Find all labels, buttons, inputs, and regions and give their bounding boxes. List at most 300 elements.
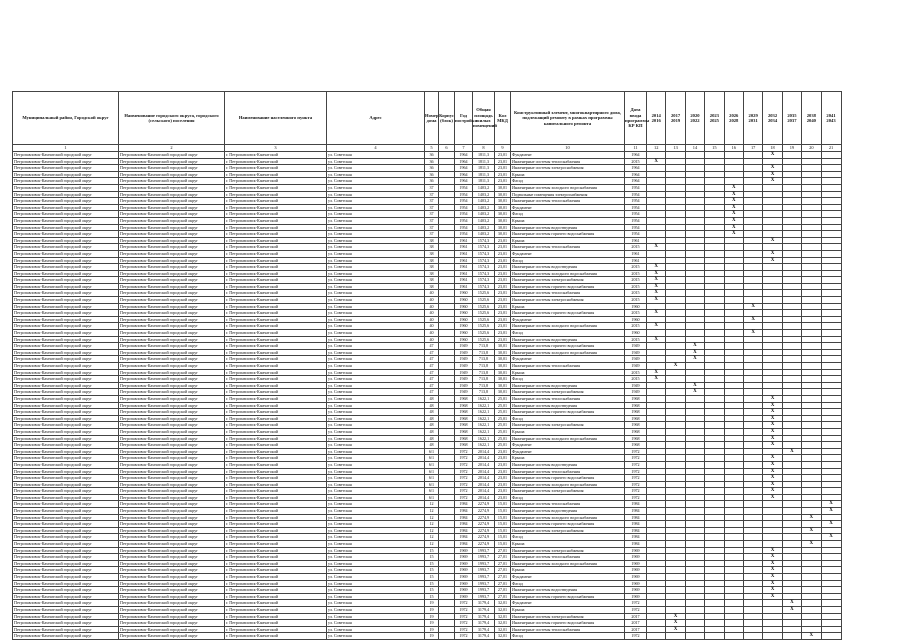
table-cell: 1993,7 xyxy=(473,587,495,594)
table-cell: г. Петропавловск-Камчатский xyxy=(225,198,327,205)
table-cell: г. Петропавловск-Камчатский xyxy=(225,356,327,363)
period-mark-cell xyxy=(705,330,724,337)
table-cell: 1969 xyxy=(625,567,647,574)
table-cell: 19 xyxy=(425,626,439,633)
period-mark-cell xyxy=(705,620,724,627)
period-mark-cell xyxy=(666,461,685,468)
period-mark-cell xyxy=(782,244,801,251)
period-mark-cell xyxy=(705,376,724,383)
period-mark-cell xyxy=(763,363,782,370)
period-mark-cell xyxy=(647,237,666,244)
period-mark-cell xyxy=(782,250,801,257)
period-mark-cell xyxy=(685,237,704,244)
table-row xyxy=(13,165,842,172)
table-cell: 1964 xyxy=(455,165,473,172)
period-mark-cell xyxy=(724,475,743,482)
table-cell: 1968 xyxy=(455,402,473,409)
table-cell: ул. Советская xyxy=(327,534,425,541)
table-cell xyxy=(439,448,455,455)
table-cell: 30,01 xyxy=(495,343,511,350)
table-cell: 27,01 xyxy=(495,547,511,554)
period-mark-cell: X xyxy=(763,409,782,416)
table-cell: 2274,9 xyxy=(473,541,495,548)
table-cell: 23,01 xyxy=(495,290,511,297)
table-cell: Фундамент xyxy=(511,448,625,455)
period-mark-cell xyxy=(705,606,724,613)
table-cell: 1525,6 xyxy=(473,310,495,317)
period-mark-cell xyxy=(743,435,762,442)
period-mark-cell xyxy=(724,264,743,271)
period-mark-cell xyxy=(763,626,782,633)
table-cell: 1972 xyxy=(625,606,647,613)
table-cell: 1525,6 xyxy=(473,336,495,343)
table-cell: Петропавловск-Камчатский городской округ xyxy=(13,336,119,343)
period-mark-cell xyxy=(802,600,821,607)
period-mark-cell xyxy=(685,501,704,508)
table-cell: Петропавловск-Камчатский городской округ xyxy=(119,600,225,607)
period-mark-cell xyxy=(743,264,762,271)
period-mark-cell xyxy=(802,191,821,198)
table-cell: г. Петропавловск-Камчатский xyxy=(225,422,327,429)
period-mark-cell xyxy=(724,356,743,363)
table-cell: 1403,2 xyxy=(473,198,495,205)
table-cell xyxy=(439,593,455,600)
table-cell: г. Петропавловск-Камчатский xyxy=(225,455,327,462)
table-cell: 1960 xyxy=(625,303,647,310)
table-cell: ул. Советская xyxy=(327,409,425,416)
table-cell: 47 xyxy=(425,356,439,363)
table-cell: ул. Советская xyxy=(327,422,425,429)
table-cell: Петропавловск-Камчатский городской округ xyxy=(13,231,119,238)
table-cell: г. Петропавловск-Камчатский xyxy=(225,244,327,251)
table-cell xyxy=(439,264,455,271)
period-mark-cell: X xyxy=(821,508,841,515)
table-cell xyxy=(439,257,455,264)
period-mark-cell xyxy=(821,376,841,383)
period-mark-cell xyxy=(724,560,743,567)
table-cell: 713,8 xyxy=(473,382,495,389)
period-mark-cell xyxy=(705,303,724,310)
table-cell xyxy=(439,428,455,435)
table-cell: Петропавловск-Камчатский городской округ xyxy=(119,310,225,317)
period-mark-cell xyxy=(802,171,821,178)
period-mark-cell xyxy=(743,191,762,198)
period-mark-cell xyxy=(782,310,801,317)
table-cell: 25,01 xyxy=(495,442,511,449)
table-cell: Петропавловск-Камчатский городской округ xyxy=(119,270,225,277)
table-cell: 1960 xyxy=(455,330,473,337)
table-cell: Петропавловск-Камчатский городской округ xyxy=(13,323,119,330)
table-cell: Инженерные системы теплоснабжения xyxy=(511,244,625,251)
table-cell xyxy=(439,395,455,402)
period-mark-cell xyxy=(724,250,743,257)
period-mark-cell xyxy=(821,560,841,567)
period-mark-cell xyxy=(743,415,762,422)
table-cell: 1961 xyxy=(455,270,473,277)
table-cell: 23,01 xyxy=(495,270,511,277)
period-mark-cell xyxy=(666,270,685,277)
table-row xyxy=(13,363,842,370)
table-cell: 12 xyxy=(425,514,439,521)
table-cell: Фасад xyxy=(511,415,625,422)
table-cell: 40 xyxy=(425,310,439,317)
table-cell: 2014,4 xyxy=(473,461,495,468)
period-mark-cell xyxy=(802,481,821,488)
table-cell: ул. Советская xyxy=(327,567,425,574)
table-cell: Петропавловск-Камчатский городской округ xyxy=(13,237,119,244)
period-mark-cell xyxy=(647,428,666,435)
period-mark-cell xyxy=(647,217,666,224)
column-header-19: 2035 2037 xyxy=(782,92,801,145)
period-mark-cell xyxy=(821,475,841,482)
period-mark-cell xyxy=(821,356,841,363)
period-mark-cell xyxy=(802,580,821,587)
table-cell: Петропавловск-Камчатский городской округ xyxy=(13,475,119,482)
table-cell: Петропавловск-Камчатский городской округ xyxy=(13,191,119,198)
table-cell: 38 xyxy=(425,244,439,251)
capital-repair-table xyxy=(12,91,842,640)
table-row xyxy=(13,389,842,396)
period-mark-cell xyxy=(666,442,685,449)
table-cell: Петропавловск-Камчатский городской округ xyxy=(13,567,119,574)
table-cell: 38 xyxy=(425,277,439,284)
table-cell xyxy=(439,277,455,284)
table-cell: 1954 xyxy=(625,198,647,205)
period-mark-cell xyxy=(821,152,841,159)
table-cell: ул. Советская xyxy=(327,547,425,554)
period-mark-cell xyxy=(782,297,801,304)
table-cell: 15 xyxy=(425,574,439,581)
period-mark-cell: X xyxy=(763,560,782,567)
period-mark-cell xyxy=(782,620,801,627)
period-mark-cell xyxy=(743,567,762,574)
table-cell: 1574,3 xyxy=(473,283,495,290)
period-mark-cell xyxy=(821,237,841,244)
table-cell: ул. Советская xyxy=(327,250,425,257)
table-cell: г. Петропавловск-Камчатский xyxy=(225,303,327,310)
table-cell: ул. Советская xyxy=(327,514,425,521)
table-cell: Петропавловск-Камчатский городской округ xyxy=(13,633,119,640)
table-cell: 713,8 xyxy=(473,389,495,396)
period-mark-cell: X xyxy=(647,336,666,343)
period-mark-cell: X xyxy=(763,580,782,587)
period-mark-cell xyxy=(666,198,685,205)
table-cell: 6/1 xyxy=(425,481,439,488)
period-mark-cell xyxy=(685,580,704,587)
table-row xyxy=(13,290,842,297)
table-cell: 12 xyxy=(425,521,439,528)
period-mark-cell xyxy=(705,356,724,363)
table-cell: 38 xyxy=(425,270,439,277)
period-mark-cell xyxy=(802,409,821,416)
period-mark-cell xyxy=(666,343,685,350)
period-mark-cell xyxy=(705,600,724,607)
table-cell xyxy=(439,633,455,640)
period-mark-cell xyxy=(743,237,762,244)
table-cell: Фасад xyxy=(511,534,625,541)
period-mark-cell xyxy=(802,336,821,343)
table-cell: 1961 xyxy=(625,257,647,264)
period-mark-cell xyxy=(705,343,724,350)
period-mark-cell xyxy=(647,349,666,356)
table-cell: 1574,3 xyxy=(473,277,495,284)
period-mark-cell xyxy=(685,224,704,231)
table-cell: ул. Советская xyxy=(327,554,425,561)
period-mark-cell xyxy=(685,303,704,310)
table-cell: Инженерные системы теплоснабжения xyxy=(511,468,625,475)
period-mark-cell xyxy=(685,527,704,534)
table-cell: 2274,9 xyxy=(473,527,495,534)
table-cell: 1960 xyxy=(625,316,647,323)
table-cell: Петропавловск-Камчатский городской округ xyxy=(119,402,225,409)
table-row xyxy=(13,560,842,567)
period-mark-cell xyxy=(666,574,685,581)
table-cell: 30,01 xyxy=(495,356,511,363)
period-mark-cell xyxy=(821,554,841,561)
table-cell: г. Петропавловск-Камчатский xyxy=(225,165,327,172)
table-cell: ул. Советская xyxy=(327,488,425,495)
table-cell: 2014,4 xyxy=(473,488,495,495)
table-cell xyxy=(439,237,455,244)
table-cell xyxy=(439,481,455,488)
table-cell: Петропавловск-Камчатский городской округ xyxy=(119,567,225,574)
period-mark-cell: X xyxy=(724,224,743,231)
table-cell: г. Петропавловск-Камчатский xyxy=(225,514,327,521)
table-cell: 3179,4 xyxy=(473,626,495,633)
period-mark-cell xyxy=(763,290,782,297)
table-cell: 1968 xyxy=(625,395,647,402)
period-mark-cell xyxy=(743,310,762,317)
table-cell: г. Петропавловск-Камчатский xyxy=(225,178,327,185)
table-cell: 23,01 xyxy=(495,330,511,337)
column-number-6: 6 xyxy=(439,145,455,152)
table-cell xyxy=(439,402,455,409)
table-cell: 6/1 xyxy=(425,494,439,501)
period-mark-cell xyxy=(647,541,666,548)
period-mark-cell: X xyxy=(647,158,666,165)
period-mark-cell xyxy=(705,290,724,297)
period-mark-cell xyxy=(802,165,821,172)
table-cell: 1969 xyxy=(455,580,473,587)
column-number-19: 19 xyxy=(782,145,801,152)
table-cell: Петропавловск-Камчатский городской округ xyxy=(119,455,225,462)
table-cell: ул. Советская xyxy=(327,395,425,402)
period-mark-cell xyxy=(802,250,821,257)
period-mark-cell xyxy=(802,389,821,396)
period-mark-cell xyxy=(705,231,724,238)
table-cell: ул. Советская xyxy=(327,415,425,422)
period-mark-cell xyxy=(802,349,821,356)
table-cell: ул. Советская xyxy=(327,310,425,317)
column-number-12: 12 xyxy=(647,145,666,152)
period-mark-cell xyxy=(705,527,724,534)
period-mark-cell xyxy=(666,633,685,640)
table-cell xyxy=(439,613,455,620)
table-cell: Петропавловск-Камчатский городской округ xyxy=(119,409,225,416)
table-cell xyxy=(439,343,455,350)
period-mark-cell xyxy=(743,244,762,251)
table-cell: 1622,1 xyxy=(473,415,495,422)
table-cell: Крыша xyxy=(511,567,625,574)
table-cell: Петропавловск-Камчатский городской округ xyxy=(13,376,119,383)
period-mark-cell xyxy=(821,349,841,356)
period-mark-cell xyxy=(821,587,841,594)
period-mark-cell xyxy=(724,448,743,455)
table-cell: 1968 xyxy=(455,395,473,402)
column-number-18: 18 xyxy=(763,145,782,152)
period-mark-cell xyxy=(666,204,685,211)
table-row xyxy=(13,303,842,310)
column-header-7: Год постройки xyxy=(455,92,473,145)
table-cell: Петропавловск-Камчатский городской округ xyxy=(119,297,225,304)
table-cell xyxy=(439,501,455,508)
table-cell: ул. Советская xyxy=(327,376,425,383)
table-cell: 47 xyxy=(425,363,439,370)
period-mark-cell xyxy=(763,343,782,350)
table-cell: Петропавловск-Камчатский городской округ xyxy=(13,152,119,159)
table-cell: 27,01 xyxy=(495,567,511,574)
table-row xyxy=(13,534,842,541)
period-mark-cell xyxy=(724,587,743,594)
table-cell: г. Петропавловск-Камчатский xyxy=(225,330,327,337)
table-cell: Фасад xyxy=(511,330,625,337)
table-cell: Инженерные системы холодного водоснабжения xyxy=(511,184,625,191)
table-cell xyxy=(439,468,455,475)
table-cell: г. Петропавловск-Камчатский xyxy=(225,554,327,561)
period-mark-cell xyxy=(647,442,666,449)
period-mark-cell: X xyxy=(647,264,666,271)
period-mark-cell xyxy=(782,409,801,416)
table-cell: 6/1 xyxy=(425,475,439,482)
table-cell: 23,01 xyxy=(495,468,511,475)
period-mark-cell xyxy=(647,402,666,409)
period-mark-cell xyxy=(647,587,666,594)
table-cell: ул. Советская xyxy=(327,184,425,191)
table-cell: 1968 xyxy=(455,435,473,442)
table-cell: 40 xyxy=(425,336,439,343)
period-mark-cell: X xyxy=(763,494,782,501)
table-cell xyxy=(439,297,455,304)
period-mark-cell xyxy=(724,323,743,330)
period-mark-cell xyxy=(685,290,704,297)
table-cell: Петропавловск-Камчатский городской округ xyxy=(13,448,119,455)
period-mark-cell xyxy=(763,316,782,323)
period-mark-cell xyxy=(782,455,801,462)
table-row xyxy=(13,356,842,363)
table-cell: Петропавловск-Камчатский городской округ xyxy=(13,600,119,607)
period-mark-cell xyxy=(821,633,841,640)
period-mark-cell xyxy=(724,574,743,581)
period-mark-cell: X xyxy=(647,277,666,284)
table-cell: Фундамент xyxy=(511,250,625,257)
period-mark-cell xyxy=(821,171,841,178)
period-mark-cell xyxy=(802,574,821,581)
table-cell: Петропавловск-Камчатский городской округ xyxy=(119,158,225,165)
period-mark-cell xyxy=(821,165,841,172)
table-cell: 30,01 xyxy=(495,217,511,224)
period-mark-cell xyxy=(647,316,666,323)
table-cell: ул. Советская xyxy=(327,580,425,587)
table-cell: ул. Советская xyxy=(327,455,425,462)
period-mark-cell xyxy=(724,501,743,508)
table-cell: 1984 xyxy=(625,508,647,515)
table-cell: 19 xyxy=(425,600,439,607)
period-mark-cell xyxy=(802,560,821,567)
table-cell: 40 xyxy=(425,330,439,337)
table-cell: 1961 xyxy=(455,257,473,264)
table-cell: ул. Советская xyxy=(327,224,425,231)
table-row xyxy=(13,567,842,574)
period-mark-cell xyxy=(802,554,821,561)
period-mark-cell xyxy=(782,494,801,501)
table-cell: ул. Советская xyxy=(327,270,425,277)
table-row xyxy=(13,297,842,304)
period-mark-cell xyxy=(705,514,724,521)
table-cell: Инженерные системы теплоснабжения xyxy=(511,290,625,297)
period-mark-cell xyxy=(666,554,685,561)
period-mark-cell xyxy=(743,461,762,468)
period-mark-cell xyxy=(802,534,821,541)
table-cell: Петропавловск-Камчатский городской округ xyxy=(13,521,119,528)
table-cell: Петропавловск-Камчатский городской округ xyxy=(119,541,225,548)
period-mark-cell xyxy=(763,600,782,607)
table-cell: 1949 xyxy=(455,363,473,370)
table-cell: ул. Советская xyxy=(327,613,425,620)
table-cell: 32,01 xyxy=(495,613,511,620)
table-row xyxy=(13,283,842,290)
table-cell: 3179,4 xyxy=(473,606,495,613)
table-cell: 3179,4 xyxy=(473,600,495,607)
period-mark-cell xyxy=(666,244,685,251)
period-mark-cell xyxy=(743,395,762,402)
table-cell: 32,01 xyxy=(495,600,511,607)
table-body xyxy=(13,152,842,640)
table-cell: 37 xyxy=(425,191,439,198)
period-mark-cell: X xyxy=(763,547,782,554)
period-mark-cell xyxy=(763,376,782,383)
column-header-11: Дата ввода программы КР КП xyxy=(625,92,647,145)
period-mark-cell xyxy=(743,593,762,600)
table-cell: ул. Советская xyxy=(327,620,425,627)
table-cell: ул. Советская xyxy=(327,204,425,211)
period-mark-cell xyxy=(666,369,685,376)
period-mark-cell xyxy=(743,178,762,185)
table-cell: Петропавловск-Камчатский городской округ xyxy=(119,283,225,290)
period-mark-cell xyxy=(705,395,724,402)
period-mark-cell xyxy=(666,448,685,455)
period-mark-cell xyxy=(743,442,762,449)
period-mark-cell xyxy=(724,402,743,409)
period-mark-cell xyxy=(782,468,801,475)
period-mark-cell xyxy=(763,336,782,343)
period-mark-cell xyxy=(763,330,782,337)
table-cell xyxy=(439,211,455,218)
column-header-9: Кол МКД xyxy=(495,92,511,145)
period-mark-cell xyxy=(782,270,801,277)
table-cell: 1984 xyxy=(625,514,647,521)
period-mark-cell xyxy=(685,541,704,548)
period-mark-cell xyxy=(685,165,704,172)
table-cell: 38 xyxy=(425,250,439,257)
period-mark-cell xyxy=(782,376,801,383)
table-cell: 15 xyxy=(425,554,439,561)
table-cell: 1954 xyxy=(455,184,473,191)
table-row xyxy=(13,316,842,323)
period-mark-cell xyxy=(724,428,743,435)
table-cell: Петропавловск-Камчатский городской округ xyxy=(119,257,225,264)
table-cell: 1949 xyxy=(455,382,473,389)
table-cell: 2274,9 xyxy=(473,534,495,541)
